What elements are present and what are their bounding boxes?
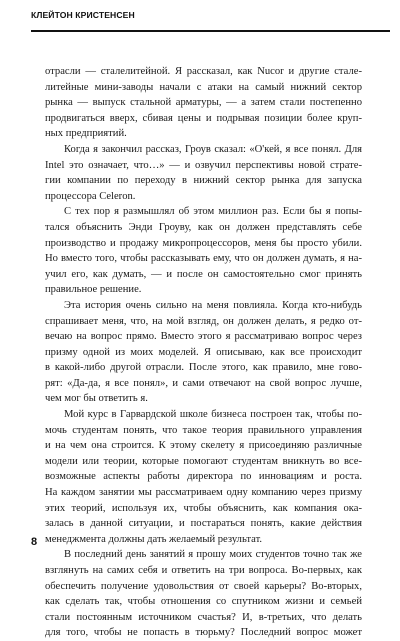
paragraph [45,204,362,298]
page-number: 8 [31,536,38,548]
text-line: Мой курс в Гарвардской школе бизнеса построен так, чтобы по- [64,409,362,421]
text-line: Intel это означает, что…» — и озвучил перспективы новой страте- [45,159,362,171]
text-line: в какой-либо другой отрасли. После этого, как правило, мне гово- [45,362,362,374]
text-line: этих теорий, используя их, чтобы объяснить, как компания ока- [45,502,362,514]
text-line: В последний день занятий я прошу моих студентов точно так же [64,549,362,561]
paragraph [45,407,362,547]
text-line: рят: «Да-да, я все понял», и сами отвечают на свой вопрос лучше, [45,377,362,389]
text-line: призму одной из моих моделей. Я описываю, как все происходит [45,346,362,358]
text-line: модели или теории, которые помогают студентам вникнуть во все- [45,455,362,467]
text-line: С тех пор я размышлял об этом миллион раз. Если бы я попы- [64,206,362,218]
text-line: взглянуть на самих себя и ответить на три вопроса. Во-первых, как [45,565,362,576]
text-line: вечаю на вопрос прямо. Вместо этого я рассматриваю вопрос через [45,331,362,343]
text-line: ных предприятий. [45,128,127,140]
text-line: тался объяснить Энди Гроуву, как он должен представлять себе [45,221,362,233]
text-line: учил его, как думать, — и после он самостоятельно смог принять [45,268,362,280]
header-rule [31,30,390,32]
text-line: менеджмента должны дать желаемый результат. [45,533,263,545]
paragraph [45,142,362,204]
text-line: залась в данной ситуации, и постараться понять, какие действия [45,518,362,530]
paragraph [45,64,362,142]
text-line: и на чем она строится. К этому скелету я присоединяю различные [45,440,362,452]
text-line: рынка — выпуск стальной арматуры, — а затем стали постепенно [45,97,362,109]
text-line: Но вместо того, чтобы рассказывать ему, что он должен думать, я на- [45,253,362,265]
running-head: КЛЕЙТОН КРИСТЕНСЕН [31,10,135,20]
text-line: На каждом занятии мы рассматриваем одну компанию через призму [45,487,362,499]
text-line: продвигаться вверх, сбивая цены и подрывая позиции более круп- [45,112,362,124]
paragraph [45,547,362,641]
text-line: гии компании по переходу в нижний сектор рынка для запуска [45,175,362,187]
text-line: спрашивает меня, что, на мой взгляд, он должен делать, я редко от- [45,315,362,327]
body-text [45,64,362,641]
text-line: литейные мини-заводы начали с атаки на самый нижний сектор [45,81,362,93]
text-line: отрасли — сталелитейной. Я рассказал, как Nucor и другие стале- [45,66,362,77]
text-line: правильное решение. [45,284,142,296]
text-line: производство и продажу микропроцессоров, меня бы просто убили. [45,237,362,249]
text-line: возможные аспекты работы директора по инновациям и роста. [45,471,362,483]
text-line: Эта история очень сильно на меня повлияла. Когда кто-нибудь [64,299,362,311]
text-line: как сделать так, чтобы отношения со спутником жизни и семьей [45,596,362,608]
text-line: мочь студентам понять, что такое теория правильного управления [45,424,362,436]
text-line: стали постоянным источником счастья? И, в-третьих, что делать [45,611,362,623]
paragraph [45,298,362,407]
text-line: Когда я закончил рассказ, Гроув сказал: «О'кей, я все понял. Для [64,143,362,155]
text-line: для того, чтобы не попасть в тюрьму? Последний вопрос может [45,627,362,639]
text-line: процессора Celeron. [45,190,136,202]
text-line: чем мог бы ответить я. [45,393,148,405]
text-line: обеспечить получение удовольствия от своей карьеры? Во-вторых, [45,580,362,592]
